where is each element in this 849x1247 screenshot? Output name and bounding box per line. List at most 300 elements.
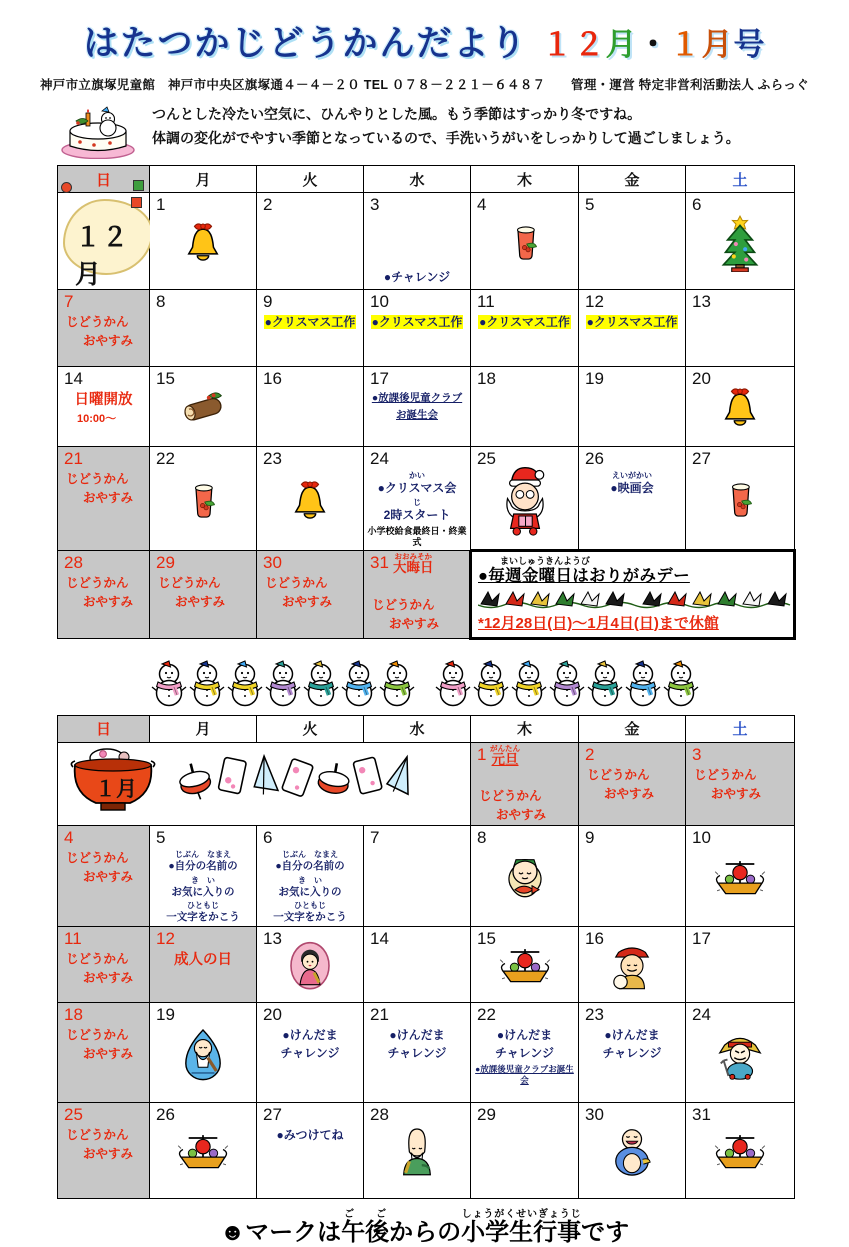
january-cell-15 [471, 926, 579, 1002]
snowman-icon [341, 660, 377, 713]
december-cell-28 [58, 550, 150, 638]
day-number: 26 [156, 1104, 175, 1124]
december-cell-6 [686, 193, 795, 290]
day-number: 12 [156, 928, 175, 948]
day-number: 13 [263, 928, 282, 948]
closed-label: おやすみ [389, 616, 440, 631]
origami-day-title: ●毎週金曜日はおりがみデー [478, 566, 690, 585]
day-number: 23 [263, 449, 282, 468]
december-cell-20 [686, 367, 795, 447]
title-issue-segment: 月 [701, 27, 734, 62]
cell-events [260, 1128, 360, 1142]
january-cell-11 [58, 926, 150, 1002]
event-text: ●クリスマス工作 [371, 315, 463, 329]
weekday-header-月: 月 [150, 166, 257, 193]
december-cell-3 [364, 193, 471, 290]
cup-icon [188, 480, 218, 525]
event-line [367, 409, 467, 422]
january-table [57, 715, 795, 1199]
day-number: 13 [692, 292, 711, 311]
day-number: 17 [692, 928, 711, 948]
cell-events [582, 315, 682, 329]
weekday-header-金: 金 [579, 166, 686, 193]
weekday-header-木: 木 [471, 166, 579, 193]
ship-icon [176, 1130, 230, 1177]
event-line [260, 315, 360, 329]
snowman-icon [379, 660, 415, 713]
closed-label: おやすみ [711, 786, 762, 801]
december-cell-17 [364, 367, 471, 447]
event-line [260, 1028, 360, 1042]
cell-events [474, 1028, 575, 1085]
closed-label: じどうかん [372, 597, 435, 612]
january-cell-5 [150, 826, 257, 926]
holiday-text: 元旦 [491, 751, 519, 767]
cell-events [61, 392, 146, 427]
event-text: 日曜開放 [74, 392, 133, 408]
day-number: 19 [156, 1004, 175, 1024]
closed-label: おやすみ [496, 808, 547, 823]
december-cell-19 [579, 367, 686, 447]
month-label: １２月 [75, 222, 130, 289]
day-number: 3 [370, 195, 380, 214]
furigana: ひともじ [187, 901, 219, 911]
snowman-icon [189, 660, 225, 713]
closed-label: じどうかん [587, 767, 650, 782]
cell-events [260, 1028, 360, 1061]
day-number: 10 [370, 292, 389, 311]
event-text: 一文字をかこう [166, 910, 240, 923]
day-number: 2 [263, 195, 273, 214]
december-cell-4 [471, 193, 579, 290]
intro-line-2: 体調の変化がでやすい季節となっているので、手洗いうがいをしっかりして過ごしましょう。 [152, 129, 740, 146]
january-cell-13 [257, 926, 364, 1002]
event-text: ●クリスマス会 [377, 480, 457, 495]
day-number: 30 [263, 552, 282, 572]
day-number: 1 [156, 195, 166, 214]
footer-ruby-gyoji: 小学生行事しょうがくせいぎょうじ [461, 1208, 582, 1246]
snowman-icon [151, 660, 187, 713]
day-number: 26 [585, 449, 604, 468]
day-number: 4 [64, 828, 74, 848]
closed-label: じどうかん [66, 951, 129, 966]
log-icon [177, 387, 229, 432]
cell-events [474, 315, 575, 329]
january-cell-23 [579, 1002, 686, 1102]
december-cell-23 [257, 447, 364, 551]
day-number: 29 [156, 552, 175, 572]
month-bowl [61, 745, 467, 817]
day-number: 29 [477, 1104, 496, 1124]
daikoku-icon [610, 940, 654, 995]
snowman-icon [227, 660, 263, 713]
gift-icon [61, 182, 72, 193]
footer-seg-mark: ☻マークは [219, 1218, 342, 1246]
footer-seg-karano: からの [389, 1218, 462, 1246]
gift-icon [133, 180, 144, 191]
day-number: 28 [370, 1104, 389, 1124]
footer-ruby-gogo: 午後ご ご [341, 1208, 390, 1246]
cell-events [153, 851, 253, 923]
weekday-header-日: 日 [58, 715, 150, 742]
day-number: 31 [370, 552, 389, 572]
january-cell-30 [579, 1102, 686, 1198]
day-holiday-label [490, 745, 520, 767]
cell-events [61, 952, 146, 986]
day-number: 25 [477, 449, 496, 468]
weekday-header-月: 月 [150, 715, 257, 742]
event-line [260, 851, 360, 872]
tree-icon [717, 214, 763, 277]
day-number: 19 [585, 369, 604, 388]
event-line [474, 315, 575, 329]
closed-label: おやすみ [83, 334, 134, 348]
event-line [153, 952, 253, 969]
january-cell-29 [471, 1102, 579, 1198]
event-line [153, 851, 253, 872]
december-cell-2 [257, 193, 364, 290]
snowmen-decoration-row [0, 643, 849, 713]
closed-label: じどうかん [66, 315, 129, 329]
snowman-icon [625, 660, 661, 713]
day-number: 4 [477, 195, 487, 214]
event-text: ●クリスマス工作 [264, 315, 356, 329]
closed-label: じどうかん [479, 789, 542, 804]
event-line [61, 413, 146, 426]
closed-label: おやすみ [282, 594, 333, 609]
closed-label: おやすみ [83, 970, 134, 985]
bell-icon [721, 386, 759, 435]
event-text: お気に入りの [278, 885, 342, 898]
furigana: き い [191, 875, 215, 885]
cup-icon [510, 222, 540, 267]
january-cell-19 [150, 1002, 257, 1102]
closed-label: おやすみ [83, 870, 134, 885]
event-text: 一文字をかこう [273, 910, 347, 923]
day-number: 8 [156, 292, 166, 311]
event-text: ●放課後児童クラブ [371, 392, 463, 404]
day-number: 6 [692, 195, 702, 214]
closed-label: おやすみ [604, 786, 655, 801]
bell-icon [291, 478, 329, 527]
weekday-header-火: 火 [257, 715, 364, 742]
cell-events [153, 952, 253, 969]
event-line [582, 472, 682, 495]
event-text: 10:00～ [77, 413, 117, 426]
day-number: 8 [477, 828, 487, 848]
cell-events [364, 266, 470, 284]
event-text: ●チャレンジ [383, 269, 451, 284]
event-line [260, 902, 360, 923]
title-issue-segment: ・ [637, 27, 670, 62]
january-cell-3 [686, 742, 795, 826]
cell-events [367, 315, 467, 329]
cell-events [367, 598, 466, 632]
day-number: 18 [477, 369, 496, 388]
event-line [582, 1046, 682, 1060]
january-month-bowl [58, 742, 471, 826]
day-number: 5 [585, 195, 595, 214]
ship-icon [713, 1130, 767, 1177]
january-cell-31 [686, 1102, 795, 1198]
event-line [153, 902, 253, 923]
day-number: 20 [692, 369, 711, 388]
january-cell-28 [364, 1102, 471, 1198]
cell-events [582, 768, 682, 802]
day-number: 14 [370, 928, 389, 948]
snowman-icon [549, 660, 585, 713]
event-line [364, 270, 470, 284]
event-line [367, 472, 467, 495]
event-text: ●放課後児童クラブお誕生会 [475, 1064, 574, 1085]
event-text: ●クリスマス工作 [479, 315, 570, 329]
january-cell-25 [58, 1102, 150, 1198]
january-cell-16 [579, 926, 686, 1002]
event-text: 2時スタート [383, 507, 451, 522]
event-line [474, 1064, 575, 1084]
hotei-icon [611, 1127, 653, 1182]
december-cell-9 [257, 290, 364, 367]
event-line [260, 1046, 360, 1060]
snowman-icon [473, 660, 509, 713]
event-text: ●けんだま [282, 1027, 338, 1042]
january-cell-22 [471, 1002, 579, 1102]
day-number: 9 [263, 292, 273, 311]
day-number: 11 [477, 292, 495, 311]
day-number: 31 [692, 1104, 711, 1124]
closed-label: おやすみ [83, 1146, 134, 1161]
event-line [474, 1028, 575, 1042]
footer-seg-desu: です [581, 1218, 630, 1246]
closed-label: じどうかん [158, 575, 221, 590]
cell-events [61, 1028, 146, 1062]
christmas-cake-icon [58, 99, 138, 159]
day-number: 21 [64, 449, 83, 468]
snowman-icon [265, 660, 301, 713]
january-cell-6 [257, 826, 364, 926]
january-cell-24 [686, 1002, 795, 1102]
cell-events [474, 789, 575, 823]
cell-events [61, 851, 146, 885]
cell-events [367, 1028, 467, 1061]
day-number: 9 [585, 828, 595, 848]
weekday-header-土: 土 [686, 715, 795, 742]
day-number: 25 [64, 1104, 83, 1124]
december-cell-1 [150, 193, 257, 290]
day-number: 24 [370, 449, 389, 468]
event-line [61, 392, 146, 409]
day-number: 15 [477, 928, 496, 948]
title-issue-segment: 月 [605, 27, 638, 62]
december-cell-24 [364, 447, 471, 551]
december-cell-22 [150, 447, 257, 551]
january-cell-2 [579, 742, 686, 826]
weekday-header-土: 土 [686, 166, 795, 193]
day-number: 7 [370, 828, 380, 848]
closure-notice: *12月28日(日)～1月4日(日)まで休館 [478, 614, 719, 632]
snowman-icon [303, 660, 339, 713]
day-number: 21 [370, 1004, 389, 1024]
day-number: 14 [64, 369, 83, 388]
day-number: 18 [64, 1004, 83, 1024]
title-issue-segment: １２ [541, 27, 606, 62]
cell-events [61, 1128, 146, 1162]
event-text: チャレンジ [280, 1045, 340, 1060]
january-cell-9 [579, 826, 686, 926]
day-number: 16 [263, 369, 282, 388]
december-cell-30 [257, 550, 364, 638]
day-number: 1 [477, 744, 487, 764]
day-number: 23 [585, 1004, 604, 1024]
bishamon-icon [716, 1028, 764, 1085]
weekday-header-木: 木 [471, 715, 579, 742]
january-bowl-icon [69, 745, 157, 817]
day-number: 24 [692, 1004, 711, 1024]
day-number: 22 [477, 1004, 496, 1024]
january-cell-4 [58, 826, 150, 926]
furigana: まいしゅうきんようび [500, 555, 591, 566]
event-line [367, 392, 467, 405]
day-number: 27 [263, 1104, 282, 1124]
december-cell-25 [471, 447, 579, 551]
december-cell-21 [58, 447, 150, 551]
closed-label: じどうかん [265, 575, 328, 590]
december-cell-29 [150, 550, 257, 638]
day-number: 2 [585, 744, 595, 764]
december-cell-18 [471, 367, 579, 447]
december-month-badge [58, 193, 150, 290]
day-holiday-label [393, 553, 434, 575]
december-cell-13 [686, 290, 795, 367]
snowman-icon [511, 660, 547, 713]
furigana: じ [413, 498, 421, 508]
cell-events [153, 576, 253, 610]
cell-events [260, 576, 360, 610]
footer-note [0, 1209, 849, 1247]
event-line [260, 1128, 360, 1142]
newsletter-title [0, 0, 849, 66]
cell-events [582, 472, 682, 495]
title-issue-segment: 号 [733, 27, 766, 62]
closed-label: じどうかん [66, 1027, 129, 1042]
cell-events [367, 472, 467, 548]
event-text: お誕生会 [396, 408, 438, 421]
january-cell-20 [257, 1002, 364, 1102]
january-calendar [0, 715, 849, 1199]
cell-events [61, 472, 146, 506]
event-line [474, 1046, 575, 1060]
event-text: ●けんだま [496, 1027, 553, 1042]
january-cell-18 [58, 1002, 150, 1102]
december-cell-14 [58, 367, 150, 447]
weekday-header-水: 水 [364, 166, 471, 193]
closed-label: じどうかん [66, 851, 129, 866]
december-cell-26 [579, 447, 686, 551]
intro-text [152, 99, 740, 151]
day-number: 20 [263, 1004, 282, 1024]
day-number: 3 [692, 744, 702, 764]
event-text: ●みつけてね [276, 1127, 344, 1142]
event-text: チャレンジ [494, 1045, 555, 1060]
furigana: えいがかい [612, 471, 652, 480]
december-cell-15 [150, 367, 257, 447]
event-text: 小学校給食最終日・終業式 [367, 526, 467, 548]
furigana: き い [298, 875, 322, 885]
event-text: ●クリスマス工作 [586, 315, 678, 329]
event-line [260, 877, 360, 898]
december-cell-10 [364, 290, 471, 367]
furigana: ひともじ [294, 901, 326, 911]
snowman-icon [663, 660, 699, 713]
january-cell-8 [471, 826, 579, 926]
closed-label: じどうかん [66, 575, 129, 590]
snowman-icon [435, 660, 471, 713]
event-text: ●自分の名前の [168, 860, 238, 873]
event-line [367, 526, 467, 548]
cell-events [689, 768, 791, 802]
december-table [57, 165, 796, 640]
title-main: はたつかじどうかんだより [83, 24, 528, 63]
friday-origami-note [471, 550, 795, 638]
event-text: チャレンジ [387, 1045, 447, 1060]
event-text: お気に入りの [171, 885, 235, 898]
weekday-header-金: 金 [579, 715, 686, 742]
day-number: 7 [64, 292, 74, 311]
closed-label: おやすみ [83, 1046, 134, 1061]
event-text: チャレンジ [602, 1045, 662, 1060]
january-cell-7 [364, 826, 471, 926]
day-number: 28 [64, 552, 83, 572]
month-label: １月 [95, 777, 137, 801]
event-text: ●けんだま [389, 1027, 445, 1042]
event-line [582, 315, 682, 329]
title-issue-segment: １ [669, 27, 702, 62]
furigana: かい [409, 471, 425, 480]
day-number: 5 [156, 828, 166, 848]
january-cell-10 [686, 826, 795, 926]
holiday-text: 大晦日 [393, 560, 434, 576]
january-cell-17 [686, 926, 795, 1002]
event-text: ●けんだま [604, 1027, 660, 1042]
cup-icon [725, 479, 755, 524]
event-line [153, 877, 253, 898]
event-text: ●自分の名前の [275, 860, 345, 873]
cell-events [260, 851, 360, 923]
day-number: 17 [370, 369, 389, 388]
event-line [367, 499, 467, 522]
furigana: じぶん なまえ [175, 850, 231, 860]
january-cell-1 [471, 742, 579, 826]
intro-line-1: つんとした冷たい空気に、ひんやりとした風。もう季節はすっかり冬ですね。 [152, 106, 642, 122]
weekday-header-日: 日 [58, 166, 150, 193]
december-cell-8 [150, 290, 257, 367]
closed-label: じどうかん [66, 472, 129, 486]
january-cell-12 [150, 926, 257, 1002]
furigana: おおみそか [394, 551, 432, 561]
day-number: 27 [692, 449, 711, 468]
santa-icon [494, 465, 556, 542]
day-number: 15 [156, 369, 175, 388]
closed-label: おやすみ [175, 594, 226, 609]
january-cell-26 [150, 1102, 257, 1198]
event-line [367, 1046, 467, 1060]
cell-events [582, 1028, 682, 1061]
december-cell-5 [579, 193, 686, 290]
day-number: 12 [585, 292, 604, 311]
facility-info-line: 神戸市立旗塚児童館 神戸市中央区旗塚通４－４－２０ TEL ０７８－２２１－６４８７ 管理・運営 特定非営利活動法人 ふらっぐ [40, 78, 809, 92]
title-issue [542, 27, 766, 62]
december-cell-16 [257, 367, 364, 447]
